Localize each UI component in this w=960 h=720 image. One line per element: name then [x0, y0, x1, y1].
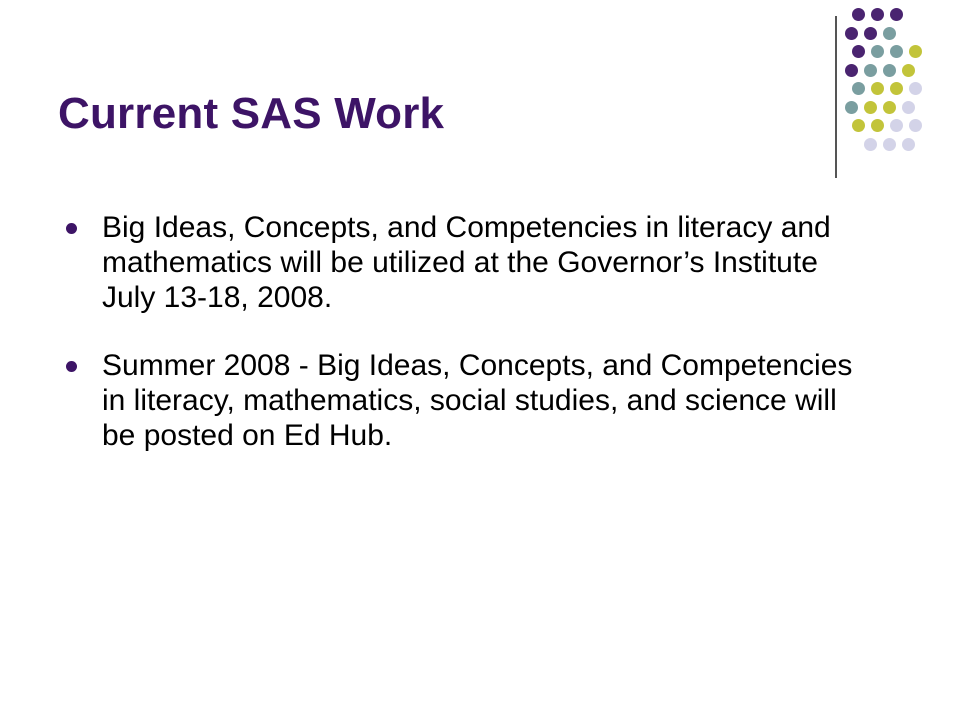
- decorative-dot: [871, 45, 884, 58]
- decorative-dot: [883, 138, 896, 151]
- decorative-dot: [871, 8, 884, 21]
- decorative-dot: [845, 27, 858, 40]
- decorative-dot: [909, 119, 922, 132]
- bullet-list: [66, 210, 866, 486]
- title-divider-line: [835, 16, 837, 178]
- bullet-text: Big Ideas, Concepts, and Competencies in literacy and mathematics will be utilized at the Governor’s Institute July 13-18, 2008.: [102, 211, 831, 314]
- slide-title: Current SAS Work: [58, 89, 445, 138]
- decorative-dot: [883, 27, 896, 40]
- decorative-dot: [864, 101, 877, 114]
- decorative-dot: [852, 45, 865, 58]
- decorative-dot: [852, 8, 865, 21]
- decorative-dot: [902, 101, 915, 114]
- bullet-dot-icon: [66, 223, 77, 234]
- decorative-dot: [902, 64, 915, 77]
- decorative-dot: [864, 64, 877, 77]
- decorative-dot: [852, 119, 865, 132]
- bullet-dot-icon: [66, 361, 77, 372]
- decorative-dot: [909, 82, 922, 95]
- bullet-item: [66, 210, 866, 315]
- decorative-dot: [883, 101, 896, 114]
- decorative-dot: [902, 138, 915, 151]
- bullet-item: [66, 348, 866, 453]
- decorative-dot: [890, 45, 903, 58]
- decorative-dot-grid: [845, 8, 955, 158]
- decorative-dot: [883, 64, 896, 77]
- decorative-dot: [890, 8, 903, 21]
- decorative-dot: [864, 138, 877, 151]
- decorative-dot: [852, 82, 865, 95]
- decorative-dot: [845, 101, 858, 114]
- decorative-dot: [871, 82, 884, 95]
- decorative-dot: [864, 27, 877, 40]
- bullet-text: Summer 2008 - Big Ideas, Concepts, and Competencies in literacy, mathematics, social studies, and science will be posted on Ed Hub.: [102, 349, 853, 452]
- decorative-dot: [871, 119, 884, 132]
- decorative-dot: [909, 45, 922, 58]
- decorative-dot: [890, 82, 903, 95]
- decorative-dot: [890, 119, 903, 132]
- decorative-dot: [845, 64, 858, 77]
